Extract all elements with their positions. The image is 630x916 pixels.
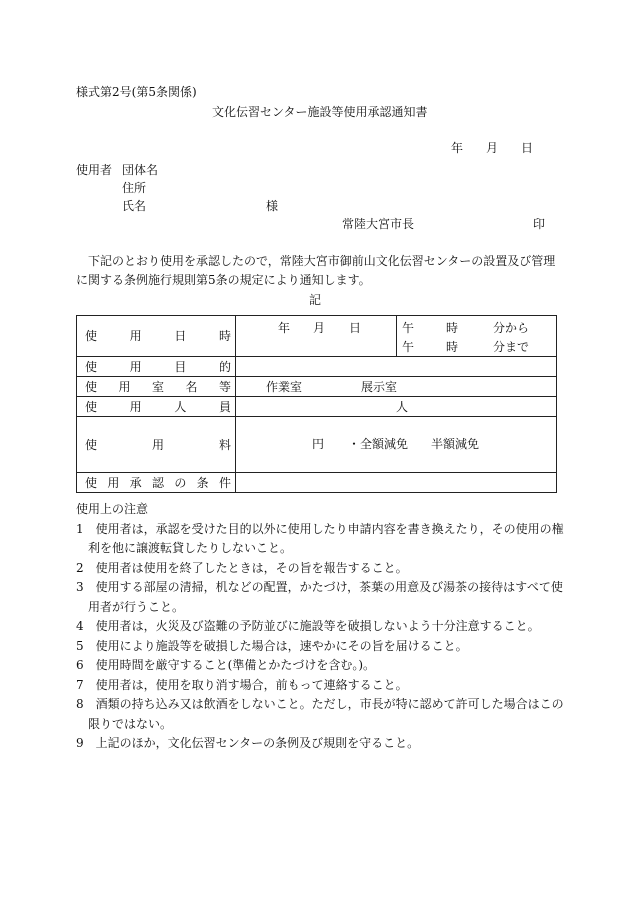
note-line: 5 使用により施設等を破損した場合は，速やかにその旨を届けること。: [76, 638, 468, 653]
label-fee: 使 用 料: [77, 417, 236, 473]
date-month: 月: [486, 141, 499, 155]
value-use-datetime[interactable]: [236, 316, 557, 357]
date-day: 日: [521, 141, 534, 155]
note-line: 限りではない。: [76, 716, 173, 731]
note-line: 4 使用者は，火災及び盗難の予防並びに施設等を破損しないよう十分注意すること。: [76, 619, 540, 633]
row-people: [77, 397, 557, 417]
note-line: 3 使用する部屋の清掃，机などの配置，かたづけ，茶葉の用意及び湯茶の接待はすべて使: [76, 580, 563, 594]
address-label: 住所: [122, 181, 147, 195]
fee-option-full-exemption[interactable]: ・全額減免: [348, 437, 409, 451]
date-field[interactable]: 年 月 日: [278, 321, 362, 335]
time-field[interactable]: 午 時 分から 午 時 分まで: [396, 316, 556, 356]
note-line: 8 酒類の持ち込み又は飲酒をしないこと。ただし，市長が特に認めて許可した場合はこの: [76, 697, 564, 711]
name-label: 氏名: [122, 199, 147, 213]
issuer-name: 常陸大宮市長: [342, 217, 415, 231]
row-conditions: [77, 473, 557, 493]
user-label: 使用者: [76, 163, 113, 177]
note-line: 2 使用者は使用を終了したときは，その旨を報告すること。: [76, 560, 408, 575]
note-line: 6 使用時間を厳守すること(準備とかたづけを含む。)。: [76, 658, 376, 672]
usage-table: [76, 315, 557, 493]
seal-mark: 印: [533, 217, 546, 231]
record-label: 記: [309, 293, 322, 307]
honorific: 様: [266, 199, 279, 213]
body-text-line-1: 下記のとおり使用を承認したので，常陸大宮市御前山文化伝習センターの設置及び管理: [88, 254, 556, 268]
value-room[interactable]: [236, 377, 557, 397]
value-purpose[interactable]: [236, 357, 557, 377]
label-purpose: 使 用 目 的: [77, 357, 236, 377]
fee-option-half-exemption[interactable]: 半額減免: [431, 437, 480, 451]
date-year: 年: [451, 141, 464, 155]
label-room: 使 用 室 名 等: [77, 377, 236, 397]
note-line: 用者が行うこと。: [76, 599, 185, 614]
usage-notes: [76, 500, 564, 754]
note-line: 7 使用者は，使用を取り消す場合，前もって連絡すること。: [76, 677, 408, 692]
note-line: 1 使用者は，承認を受けた目的以外に使用したり申請内容を書き換えたり，その使用の権: [76, 521, 564, 536]
room-option-exhibition[interactable]: 展示室: [361, 380, 398, 394]
row-use-datetime: [77, 316, 557, 357]
room-option-workroom[interactable]: 作業室: [266, 380, 303, 394]
value-people[interactable]: [236, 397, 557, 417]
value-conditions[interactable]: [236, 473, 557, 493]
document-title: 文化伝習センター施設等使用承認通知書: [212, 105, 428, 119]
form-number: 様式第2号(第5条関係): [76, 85, 197, 99]
row-room: [77, 377, 557, 397]
body-text-line-2: に関する条例施行規則第5条の規定により通知します。: [76, 273, 371, 287]
notes-heading: 使用上の注意: [76, 502, 149, 516]
label-people: 使 用 人 員: [77, 397, 236, 417]
label-use-datetime: 使 用 日 時: [77, 316, 236, 357]
note-line: 9 上記のほか，文化伝習センターの条例及び規則を守ること。: [76, 736, 420, 750]
group-name-label: 団体名: [122, 163, 159, 177]
note-line: 利を他に譲渡転貸したりしないこと。: [76, 541, 293, 555]
row-purpose: [77, 357, 557, 377]
row-fee: [77, 417, 557, 473]
label-conditions: 使 用 承 認 の 条 件: [77, 473, 236, 493]
people-unit: 人: [396, 400, 409, 414]
value-fee[interactable]: [236, 417, 557, 473]
fee-unit: 円: [312, 437, 325, 451]
